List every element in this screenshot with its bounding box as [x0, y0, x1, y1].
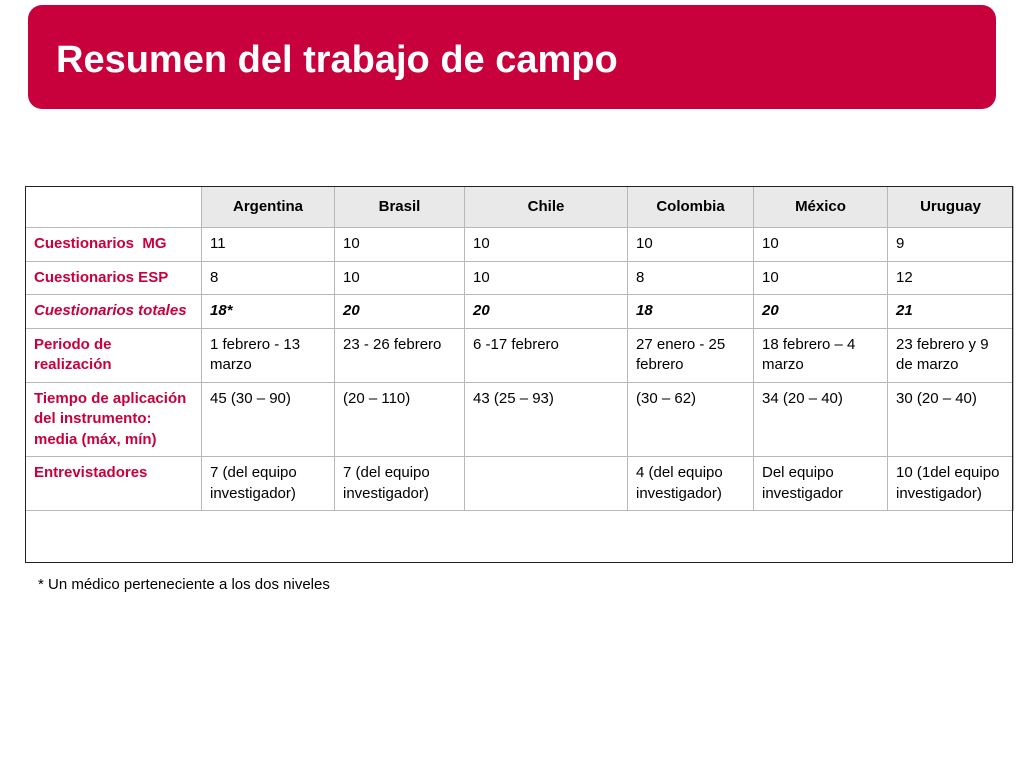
table-row [26, 261, 1014, 295]
table-cell: 8 [628, 261, 754, 295]
table-cell: 10 (1del equipo investigador) [888, 457, 1014, 511]
row-label-entrevistadores: Entrevistadores [26, 457, 202, 511]
slide-title: Resumen del trabajo de campo [56, 39, 618, 81]
header-corner-cell [26, 187, 202, 228]
table-row [26, 457, 1014, 511]
table-cell: 23 - 26 febrero [335, 328, 465, 382]
table-cell: 20 [754, 295, 888, 329]
row-label-tiempo-aplicacion: Tiempo de aplicación del instrumento: media (máx, mín) [26, 382, 202, 457]
column-header-argentina: Argentina [202, 187, 335, 228]
table-cell: 27 enero - 25 febrero [628, 328, 754, 382]
row-label-cuestionarios-esp: Cuestionarios ESP [26, 261, 202, 295]
fieldwork-summary-table [25, 186, 1014, 511]
table-cell: (30 – 62) [628, 382, 754, 457]
table-header-row [26, 187, 1014, 228]
table-cell: Del equipo investigador [754, 457, 888, 511]
table-cell: (20 – 110) [335, 382, 465, 457]
row-label-periodo-realizacion: Periodo de realización [26, 328, 202, 382]
table-cell: 30 (20 – 40) [888, 382, 1014, 457]
table-cell: 10 [465, 261, 628, 295]
table-cell: 7 (del equipo investigador) [335, 457, 465, 511]
table-cell: 11 [202, 228, 335, 262]
column-header-brasil: Brasil [335, 187, 465, 228]
table-row [26, 228, 1014, 262]
table-cell: 34 (20 – 40) [754, 382, 888, 457]
table-cell: 4 (del equipo investigador) [628, 457, 754, 511]
table-cell: 1 febrero - 13 marzo [202, 328, 335, 382]
table-cell: 6 -17 febrero [465, 328, 628, 382]
table-row [26, 295, 1014, 329]
table-cell: 10 [628, 228, 754, 262]
table-cell: 20 [465, 295, 628, 329]
table-cell: 10 [754, 228, 888, 262]
table-cell: 10 [465, 228, 628, 262]
title-banner [28, 5, 996, 109]
column-header-chile: Chile [465, 187, 628, 228]
table-cell: 43 (25 – 93) [465, 382, 628, 457]
table-cell: 21 [888, 295, 1014, 329]
table-cell: 12 [888, 261, 1014, 295]
table-cell: 18 febrero – 4 marzo [754, 328, 888, 382]
table-cell: 10 [754, 261, 888, 295]
column-header-colombia: Colombia [628, 187, 754, 228]
table-cell: 9 [888, 228, 1014, 262]
table-cell: 10 [335, 261, 465, 295]
table-cell: 45 (30 – 90) [202, 382, 335, 457]
table-cell: 7 (del equipo investigador) [202, 457, 335, 511]
footnote: * Un médico perteneciente a los dos niveles [38, 576, 330, 593]
table-cell: 8 [202, 261, 335, 295]
column-header-uruguay: Uruguay [888, 187, 1014, 228]
column-header-mexico: México [754, 187, 888, 228]
row-label-cuestionarios-mg: Cuestionarios MG [26, 228, 202, 262]
table-cell: 23 febrero y 9 de marzo [888, 328, 1014, 382]
table-cell: 20 [335, 295, 465, 329]
row-label-cuestionarios-totales: Cuestionarios totales [26, 295, 202, 329]
table-cell: 18 [628, 295, 754, 329]
table-row [26, 382, 1014, 457]
table-row [26, 328, 1014, 382]
table-cell: 18* [202, 295, 335, 329]
table-cell [465, 457, 628, 511]
table-cell: 10 [335, 228, 465, 262]
